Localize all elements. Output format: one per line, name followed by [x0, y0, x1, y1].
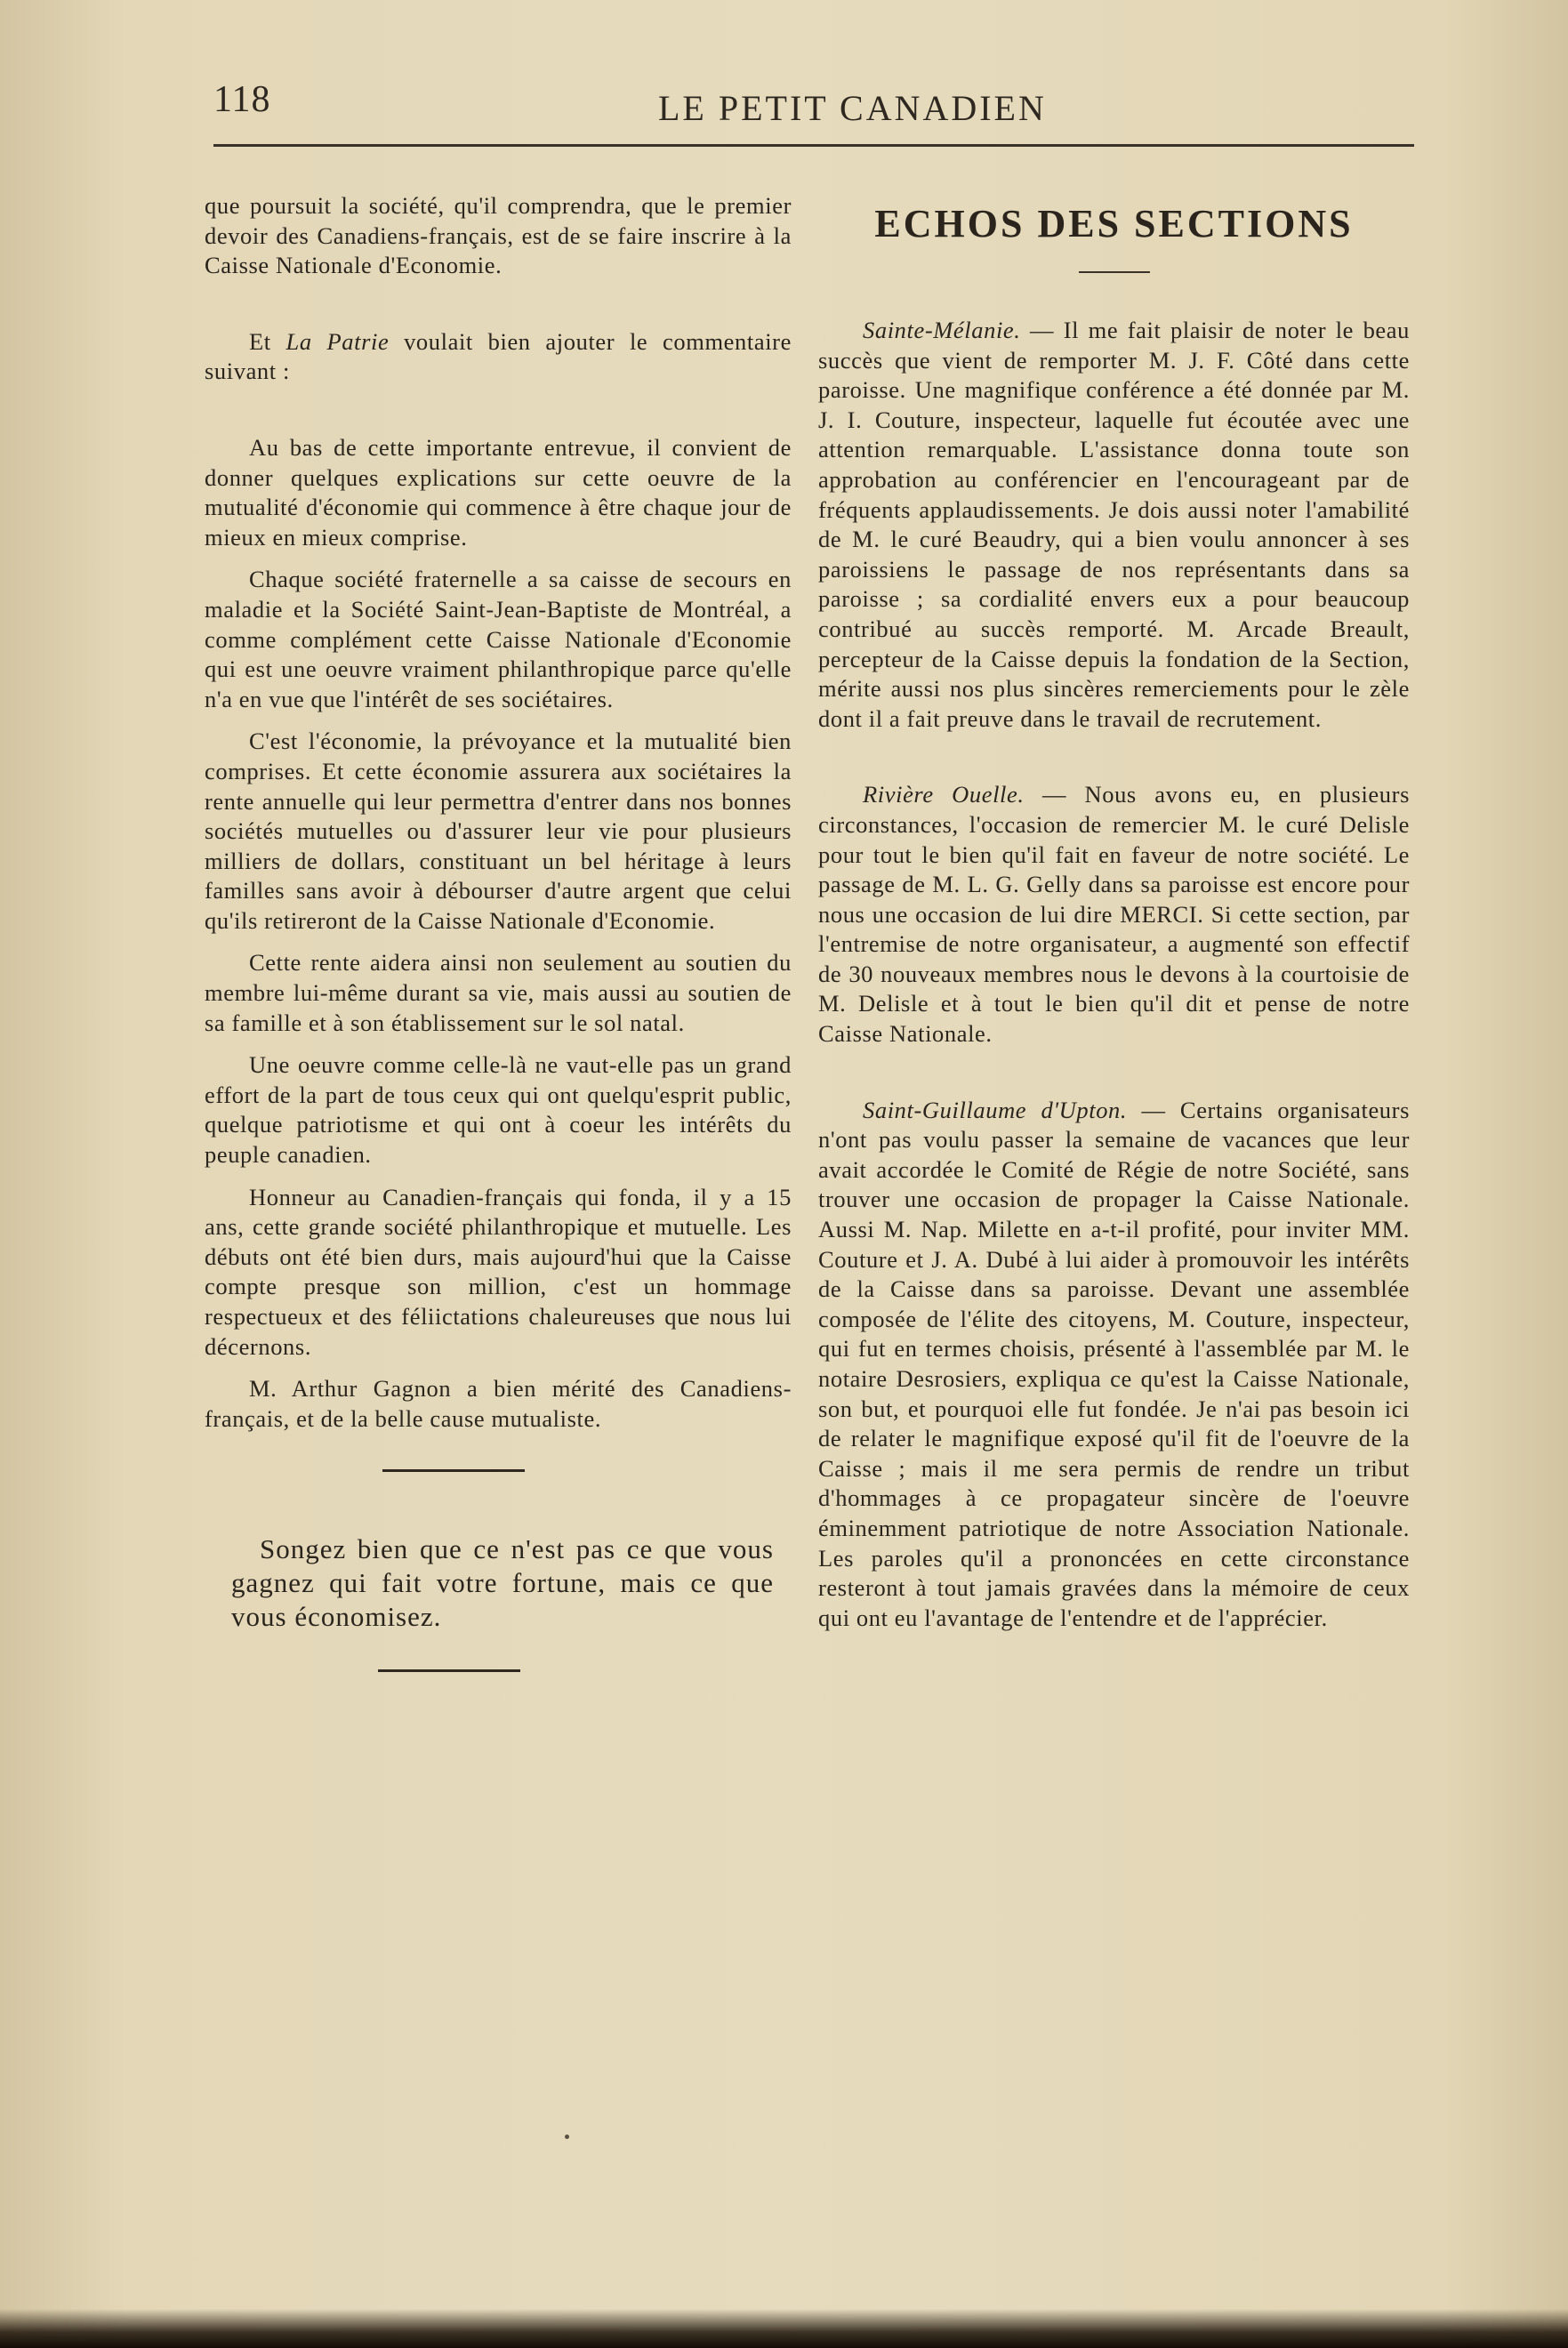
paragraph: Au bas de cette importante entrevue, il convient de donner quelques explications sur cette oeuvre de la mutualité d'économie qui commence à être chaque jour de mieux en mieux comprise.: [205, 433, 792, 551]
running-title: LE PETIT CANADIEN: [658, 88, 1047, 128]
echo-text: — Certains organisateurs n'ont pas voulu passer la semaine de vacances que leur avait accordée le Comité de Régie de notre Société, sans trouver une occasion de propager la Caisse Nationale. Aussi M. Nap. Milette en a-t-il profité, pour inviter MM. Couture et J. A. Dubé à lui aider à promouvoir les intérêts de la Caisse dans sa paroisse. Devant une assemblée composée de l'élite des citoyens, M. Couture, inspecteur, qui fut en termes choisis, présenté à l'assemblée par M. le notaire Desrosiers, expliqua ce qu'est la Caisse Nationale, son but, et pourquoi elle fut fondée. Je n'ai pas besoin ici de relater le magnifique exposé qu'il fit de l'oeuvre de la Caisse ; mais il me sera permis de rendre un tribut d'hommages à ce propagateur sincère de l'oeuvre éminemment patriotique de notre Association Nationale. Les paroles qu'il a prononcées en cette circonstance resteront à tout jamais gravées dans la mémoire de ceux qui ont eu l'avantage de l'entendre et de l'apprécier.: [818, 1096, 1410, 1631]
savings-note: Songez bien que ce n'est pas ce que vous gagnez qui fait votre fortune, mais ce que vous économisez.: [231, 1533, 774, 1633]
left-column: [205, 191, 792, 1672]
paragraph: C'est l'économie, la prévoyance et la mutualité bien comprises. Et cette économie assurera aux sociétaires la rente annuelle qui leur permettra d'entrer dans nos bonnes sociétés mutuelles ou d'assurer leur vie pour plusieurs milliers de dollars, constituant un bel héritage à leurs familles sans avoir à débourser d'autre argent que celui qu'ils retireront de la Caisse Nationale d'Economie.: [205, 728, 792, 934]
header-rule: [213, 144, 1414, 147]
separator-rule: [382, 1469, 525, 1472]
echo-sainte-melanie: [818, 316, 1410, 734]
echo-riviere-ouelle: [818, 780, 1410, 1049]
paragraph: M. Arthur Gagnon a bien mérité des Canadiens-français, et de la belle cause mutualiste.: [205, 1375, 792, 1432]
echo-place: Sainte-Mélanie.: [863, 317, 1021, 343]
page-number: 118: [213, 79, 271, 120]
section-title: ECHOS DES SECTIONS: [874, 202, 1354, 245]
title-rule: [1079, 271, 1150, 273]
paragraph: Chaque société fraternelle a sa caisse de secours en maladie et la Société Saint-Jean-Baptiste de Montréal, a comme complément cette Caisse Nationale d'Economie qui est une oeuvre vraiment philanthropique parce qu'elle n'a en vue que l'intérêt de ses sociétaires.: [205, 566, 792, 712]
paragraph: Honneur au Canadien-français qui fonda, il y a 15 ans, cette grande société philanthropique et mutuelle. Les débuts ont été bien durs, mais aujourd'hui que la Caisse compte presque son million, c'est un hommage respectueux et des féliictations chaleureuses que nous lui décernons.: [205, 1183, 792, 1360]
print-speck: [565, 2135, 569, 2139]
paragraph-la-patrie: [205, 327, 792, 387]
echo-text: — Nous avons eu, en plusieurs circonstances, l'occasion de remercier M. le curé Delisle pour tout le bien qu'il fait en faveur de notre société. Le passage de M. L. G. Gelly dans sa paroisse est encore pour nous une occasion de lui dire MERCI. Si cette section, par l'entremise de notre organisateur, a augmenté son effectif de 30 nouveaux membres nous le devons à la courtoisie de M. Delisle et à tout le bien qu'il dit et pense de notre Caisse Nationale.: [818, 781, 1410, 1048]
scan-edge-shadow: [0, 2309, 1568, 2348]
separator-rule: [378, 1669, 520, 1672]
la-patrie-title: La Patrie: [285, 327, 390, 355]
echo-text: — Il me fait plaisir de noter le beau succès que vient de remporter M. J. F. Côté dans cette paroisse. Une magnifique conférence a été donnée par M. J. I. Couture, inspecteur, laquelle fut écoutée avec une attention remarquable. L'assistance donna toute son approbation au conférencier en l'encourageant par de fréquents applaudissements. Je dois aussi noter l'amabilité de M. le curé Beaudry, qui a bien voulu annoncer à ses paroissiens le passage de nos représentants dans sa paroisse ; sa cordialité envers eux a pour beaucoup contribué au succès remporté. M. Arcade Breault, percepteur de la Caisse depuis la fondation de la Section, mérite aussi nos plus sincères remerciements pour le zèle dont il a fait preuve dans le travail de recrutement.: [818, 317, 1410, 732]
paragraph: Cette rente aidera ainsi non seulement au soutien du membre lui-même durant sa vie, mais aussi au soutien de sa famille et à son établissement sur le sol natal.: [205, 949, 792, 1036]
paragraph: que poursuit la société, qu'il comprendra, que le premier devoir des Canadiens-français, est de se faire inscrire à la Caisse Nationale d'Economie.: [205, 192, 792, 279]
right-column: [818, 191, 1410, 1645]
echo-place: Saint-Guillaume d'Upton.: [863, 1096, 1128, 1123]
la-patrie-prefix: Et: [249, 327, 286, 355]
paragraph: Une oeuvre comme celle-là ne vaut-elle pas un grand effort de la part de tous ceux qui ont quelqu'esprit public, quelque patriotisme et qui ont à coeur les intérêts du peuple canadien.: [205, 1051, 792, 1169]
echo-place: Rivière Ouelle.: [863, 781, 1025, 808]
la-patrie-suffix: voulait bien ajouter le commentaire suivant :: [205, 327, 792, 385]
echo-saint-guillaume: [818, 1096, 1410, 1634]
